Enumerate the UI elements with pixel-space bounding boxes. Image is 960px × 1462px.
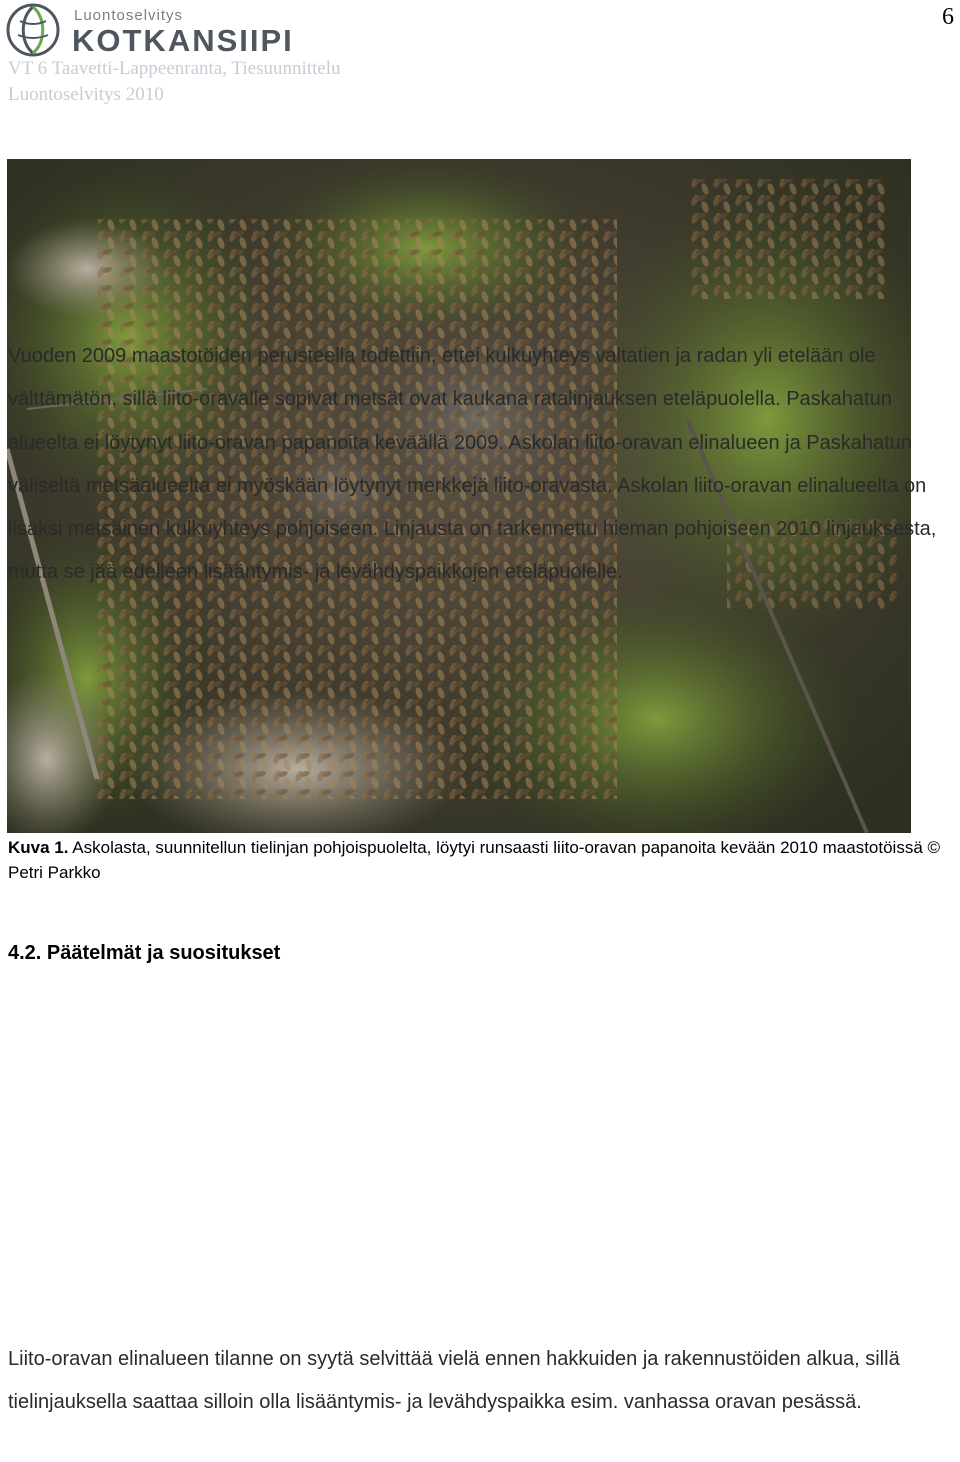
paragraph-2: Liito-oravan elinalueen tilanne on syytä selvittää vielä ennen hakkuiden ja rakennustöiden alkua, sillä tielinjauksella saattaa silloin olla lisääntymis- ja levähdyspaikka esim. vanhassa oravan pesässä. bbox=[8, 1348, 900, 1414]
kotkansiipi-logo-icon bbox=[6, 3, 60, 57]
report-title: VT 6 Taavetti-Lappeenranta, Tiesuunnittelu bbox=[8, 58, 341, 79]
logo-title: KOTKANSIIPI bbox=[72, 23, 294, 58]
figure-caption-text: Askolasta, suunnitellun tielinjan pohjoispuolelta, löytyi runsaasti liito-oravan papanoita kevään 2010 maastotöissä © Petri Parkko bbox=[8, 838, 941, 882]
report-subtitle: Luontoselvitys 2010 bbox=[8, 84, 164, 105]
section-heading: 4.2. Päätelmät ja suositukset bbox=[8, 942, 281, 964]
paragraph-1: Vuoden 2009 maastotöiden perusteella todettiin, ettei kulkuyhteys valtatien ja radan yli etelään ole välttämätön, sillä liito-oravalle sopivat metsät ovat kaukana ratalinjauksen eteläpuolella. Paskahatun alueelta ei löytynyt liito-oravan papanoita keväällä 2009. Askolan liito-oravan elinalueen ja Paskahatun väliseltä metsäalueelta ei myöskään löytynyt merkkejä liito-oravasta. Askolan liito-oravan elinalueelta on lisäksi metsäinen kulkuyhteys pohjoiseen. Linjausta on tarkennettu hieman pohjoiseen 2010 linjauksesta, mutta se jää edelleen lisääntymis- ja levähdyspaikkojen eteläpuolelle. bbox=[8, 345, 937, 584]
logo-subtitle: Luontoselvitys bbox=[74, 7, 184, 24]
figure-caption-label: Kuva 1. bbox=[8, 838, 69, 857]
page-number: 6 bbox=[942, 4, 954, 30]
figure-caption bbox=[8, 835, 948, 885]
kotkansiipi-logo bbox=[6, 3, 296, 57]
